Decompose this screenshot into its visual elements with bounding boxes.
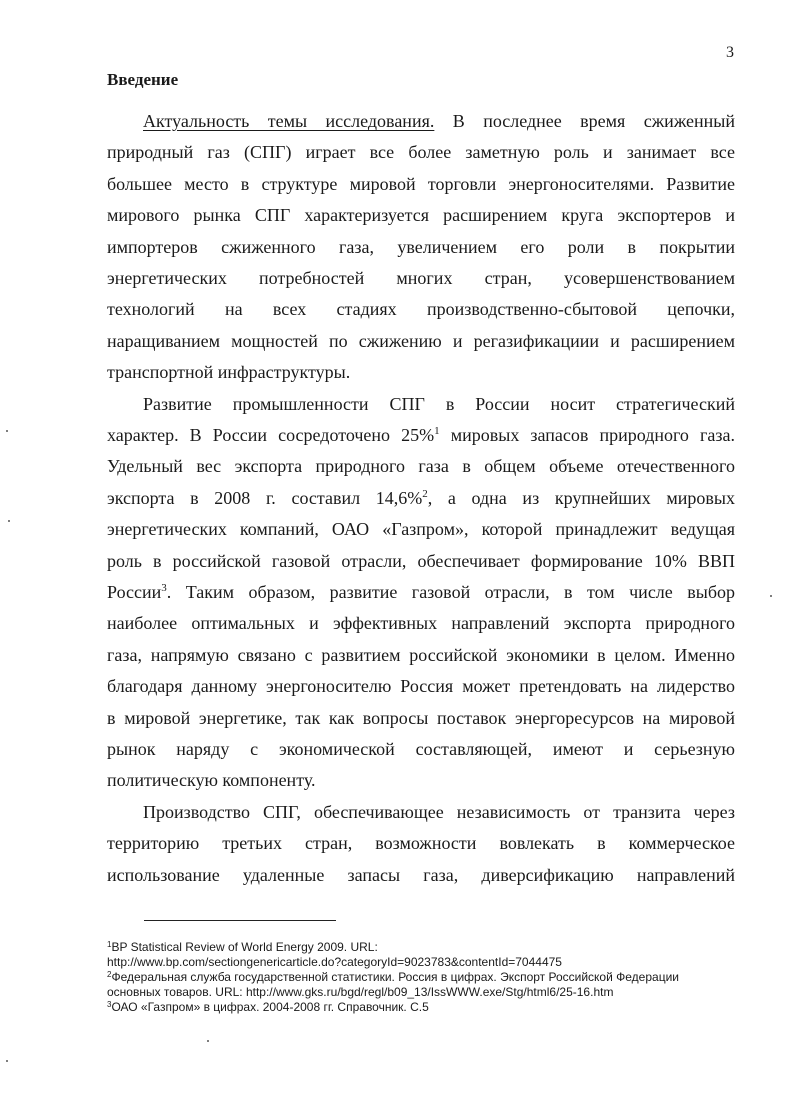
text-line [143,801,735,823]
text-run: транспортной инфраструктуры. [107,362,351,383]
text-run: газа, напрямую связано с развитием российской экономики в целом. Именно [107,644,735,665]
text-line [107,612,735,634]
scan-speck [6,430,8,432]
text-line [107,832,735,854]
text-run: в мировой энергетике, так как вопросы поставок энергоресурсов на мировой [107,707,735,728]
footnote-marker: 2 [422,487,428,500]
text-line [107,707,735,729]
text-line [107,644,735,666]
text-line [107,864,735,886]
text-line [143,393,735,415]
text-run: технологий на всех стадиях производственно-сбытовой цепочки, [107,299,735,320]
text-run: большее место в структуре мировой торговли энергоносителями. Развитие [107,173,735,194]
text-run: экспорта в 2008 г. составил 14,6% [107,487,423,508]
text-line [107,298,735,320]
scan-speck [6,1060,8,1062]
text-line [143,110,735,132]
footnote-line [107,985,613,999]
text-line [107,487,735,509]
footnote-text: ОАО «Газпром» в цифрах. 2004-2008 гг. Справочник. С.5 [111,1000,429,1014]
text-run: наиболее оптимальных и эффективных направлений экспорта природного [107,613,735,634]
footnote-number: 3 [107,1000,112,1009]
text-line [107,769,735,791]
text-run: Развитие промышленности СПГ в России носит стратегический [143,393,735,414]
scan-speck [770,595,772,597]
text-run: мировых запасов природного газа. [439,425,735,445]
footnote-text: Федеральная служба государственной статистики. Россия в цифрах. Экспорт Российской Федерации [111,970,679,984]
text-line [107,581,735,603]
text-run: энергетических компаний, ОАО «Газпром», которой принадлежит ведущая [107,519,735,540]
text-line [107,518,735,540]
text-line [107,173,735,195]
footnote-number: 1 [107,940,112,949]
text-line [107,330,735,352]
text-run: роль в российской газовой отрасли, обеспечивает формирование 10% ВВП [107,550,735,571]
text-run: . Таким образом, развитие газовой отрасли, в том числе выбор [166,582,735,602]
text-run: Удельный вес экспорта природного газа в общем объеме отечественного [107,456,735,477]
scan-speck [8,520,10,522]
footnote-line [107,1000,429,1014]
text-run: благодаря данному энергоносителю Россия может претендовать на лидерство [107,676,735,697]
text-line [107,267,735,289]
text-run: импортеров сжиженного газа, увеличением его роли в покрытии [107,236,735,257]
text-line [107,424,735,446]
footnote-text: http://www.bp.com/sectiongenericarticle.do?categoryId=9023783&contentId=7044475 [107,955,562,969]
text-line [107,455,735,477]
footnote-text: BP Statistical Review of World Energy 2009. URL: [111,940,378,954]
text-run: политическую компоненту. [107,770,316,791]
text-run: природный газ (СПГ) играет все более заметную роль и занимает все [107,142,735,163]
text-run: России [107,582,162,602]
text-run: мирового рынка СПГ характеризуется расширением круга экспортеров и [107,205,735,226]
text-run: использование удаленные запасы газа, диверсификацию направлений [107,864,735,885]
footnote-number: 2 [107,970,112,979]
footnote-line [107,970,679,984]
text-run: наращиванием мощностей по сжижению и регазификациии и расширением [107,330,735,351]
text-line [107,675,735,697]
underlined-phrase: Актуальность темы исследования. [143,111,435,131]
footnote-separator [144,920,336,921]
footnote-text: основных товаров. URL: http://www.gks.ru/bgd/regl/b09_13/IssWWW.exe/Stg/html6/25-16.htm [107,985,614,999]
text-run: территорию третьих стран, возможности вовлекать в коммерческое [107,833,735,854]
text-run: характер. В России сосредоточено 25% [107,425,435,445]
footnote-line [107,955,562,969]
footnote-line [107,940,378,954]
text-line [107,236,735,258]
text-line [107,141,735,163]
text-line [107,550,735,572]
scan-speck [207,1040,209,1042]
footnote-marker: 1 [434,425,440,437]
text-run: , а одна из крупнейших мировых [427,487,735,508]
text-line [107,204,735,226]
page-number: 3 [726,44,734,61]
text-line [107,738,735,760]
text-run: энергетических потребностей многих стран, усовершенствованием [107,268,735,288]
text-run: В последнее время сжиженный [434,111,735,131]
text-run: рынок наряду с экономической составляющей, имеют и серьезную [107,739,735,759]
section-heading: Введение [107,70,179,89]
text-line [107,361,735,383]
footnote-marker: 3 [161,582,167,594]
text-run: Производство СПГ, обеспечивающее независимость от транзита через [143,801,735,822]
